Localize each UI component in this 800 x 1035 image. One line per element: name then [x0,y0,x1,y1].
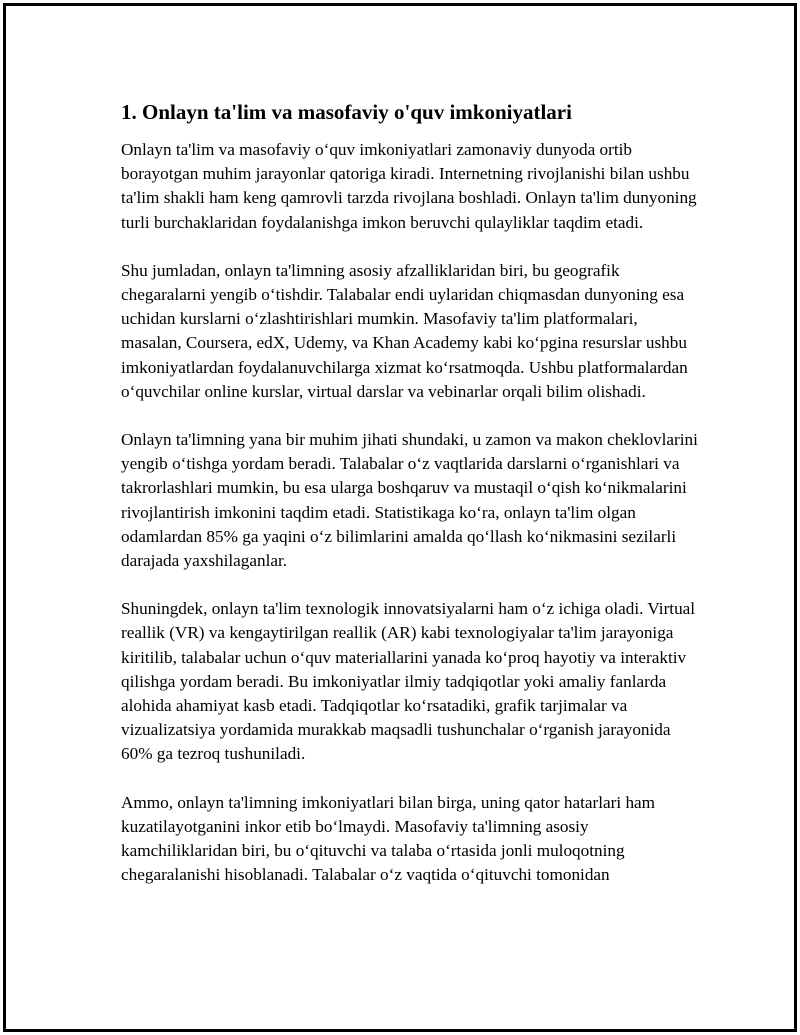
document-body [121,98,701,887]
page-frame [3,3,797,1032]
section-heading: 1. Onlayn ta'lim va masofaviy o'quv imkoniyatlari [121,100,572,124]
paragraph-2: Shu jumladan, onlayn ta'limning asosiy afzalliklaridan biri, bu geografik chegaralarni yengib o‘tishdir. Talabalar endi uylaridan chiqmasdan dunyoning esa uchidan kurslarni o‘zlashtirishlari mumkin. Masofaviy ta'lim platformalari, masalan, Coursera, edX, Udemy, va Khan Academy kabi ko‘pgina resurslar ushbu imkoniyatlardan foydalanuvchilarga xizmat ko‘rsatmoqda. Ushbu platformalardan o‘quvchilar online kurslar, virtual darslar va vebinarlar orqali bilim olishadi. [121,260,688,401]
paragraph-5: Ammo, onlayn ta'limning imkoniyatlari bilan birga, uning qator hatarlari ham kuzatilayotganini inkor etib bo‘lmaydi. Masofaviy ta'limning asosiy kamchiliklaridan biri, bu o‘qituvchi va talaba o‘rtasida jonli muloqotning chegaralanishi hisoblanadi. Talabalar o‘z vaqtida o‘qituvchi tomonidan [121,792,656,885]
paragraph-3: Onlayn ta'limning yana bir muhim jihati shundaki, u zamon va makon cheklovlarini yengib o‘tishga yordam beradi. Talabalar o‘z vaqtlarida darslarni o‘rganishlari va takrorlashlari mumkin, bu esa ularga boshqaruv va mustaqil o‘qish ko‘nikmalarini rivojlantirish imkonini taqdim etadi. Statistikaga ko‘ra, onlayn ta'lim olgan odamlardan 85% ga yaqini o‘z bilimlarini amalda qo‘llash ko‘nikmasini sezilarli darajada yaxshilaganlar. [121,430,698,571]
paragraph-1: Onlayn ta'lim va masofaviy o‘quv imkoniyatlari zamonaviy dunyoda ortib borayotgan muhim jarayonlar qatoriga kiradi. Internetning rivojlanishi bilan ushbu ta'lim shakli ham keng qamrovli tarzda rivojlana boshladi. Onlayn ta'lim dunyoning turli burchaklaridan foydalanishga imkon beruvchi qulayliklar taqdim etadi. [121,140,697,232]
paragraph-4: Shuningdek, onlayn ta'lim texnologik innovatsiyalarni ham o‘z ichiga oladi. Virtual reallik (VR) va kengaytirilgan reallik (AR) kabi texnologiyalar ta'lim jarayoniga kiritilib, talabalar uchun o‘quv materiallarini yanada ko‘proq hayotiy va interaktiv qilishga yordam beradi. Bu imkoniyatlar ilmiy tadqiqotlar yoki amaliy fanlarda alohida ahamiyat kasb etadi. Tadqiqotlar ko‘rsatadiki, grafik tarjimalar va vizualizatsiya yordamida murakkab maqsadli tushunchalar o‘rganish jarayonida 60% ga tezroq tushuniladi. [121,599,696,764]
